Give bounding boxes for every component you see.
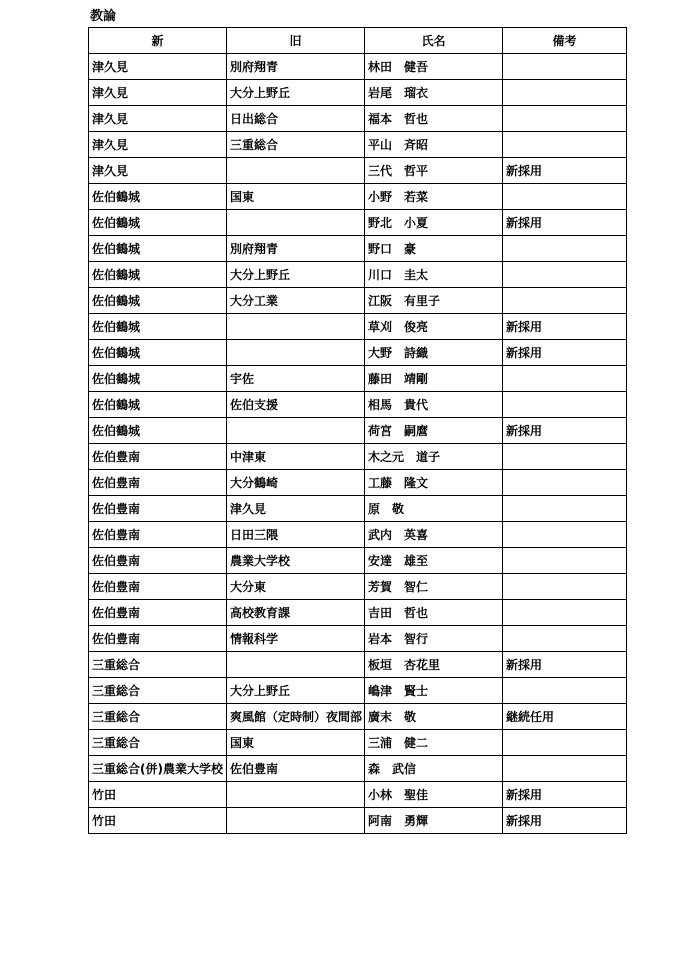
cell-old: 大分東 [227, 574, 365, 600]
cell-remarks [503, 548, 627, 574]
column-header-remarks: 備考 [503, 28, 627, 54]
cell-new: 三重総合 [89, 678, 227, 704]
cell-name: 小林 聖佳 [365, 782, 503, 808]
cell-remarks: 新採用 [503, 210, 627, 236]
cell-name: 林田 健吾 [365, 54, 503, 80]
cell-old: 別府翔青 [227, 54, 365, 80]
cell-remarks [503, 496, 627, 522]
cell-new: 佐伯豊南 [89, 522, 227, 548]
cell-new: 三重総合 [89, 704, 227, 730]
cell-old: 情報科学 [227, 626, 365, 652]
cell-new: 佐伯鶴城 [89, 184, 227, 210]
cell-remarks [503, 574, 627, 600]
cell-remarks: 新採用 [503, 808, 627, 834]
table-row [89, 548, 627, 574]
cell-remarks [503, 756, 627, 782]
cell-old: 高校教育課 [227, 600, 365, 626]
column-header-name: 氏名 [365, 28, 503, 54]
cell-new: 津久見 [89, 132, 227, 158]
cell-remarks: 新採用 [503, 652, 627, 678]
table-row [89, 80, 627, 106]
cell-remarks [503, 730, 627, 756]
table-row [89, 288, 627, 314]
cell-old: 農業大学校 [227, 548, 365, 574]
table-row [89, 574, 627, 600]
table-body [89, 54, 627, 834]
cell-new: 佐伯豊南 [89, 574, 227, 600]
table-row [89, 444, 627, 470]
cell-name: 野北 小夏 [365, 210, 503, 236]
table-row [89, 782, 627, 808]
cell-remarks [503, 626, 627, 652]
table-row [89, 522, 627, 548]
table-row [89, 470, 627, 496]
cell-old: 大分上野丘 [227, 678, 365, 704]
cell-name: 小野 若菜 [365, 184, 503, 210]
cell-name: 板垣 杏花里 [365, 652, 503, 678]
cell-old: 大分工業 [227, 288, 365, 314]
cell-old: 爽風館（定時制）夜間部 [227, 704, 365, 730]
table-row [89, 314, 627, 340]
cell-old: 中津東 [227, 444, 365, 470]
cell-name: 武内 英喜 [365, 522, 503, 548]
cell-name: 嶋津 賢士 [365, 678, 503, 704]
cell-remarks [503, 132, 627, 158]
personnel-table [88, 27, 627, 834]
table-row [89, 106, 627, 132]
cell-name: 阿南 勇輝 [365, 808, 503, 834]
table-row [89, 210, 627, 236]
table-row [89, 704, 627, 730]
cell-name: 野口 豪 [365, 236, 503, 262]
table-row [89, 158, 627, 184]
cell-name: 芳賀 智仁 [365, 574, 503, 600]
cell-old: 国東 [227, 730, 365, 756]
cell-old: 佐伯支援 [227, 392, 365, 418]
cell-remarks [503, 80, 627, 106]
table-row [89, 366, 627, 392]
cell-new: 佐伯鶴城 [89, 418, 227, 444]
cell-new: 佐伯鶴城 [89, 314, 227, 340]
cell-old: 日出総合 [227, 106, 365, 132]
cell-old [227, 808, 365, 834]
table-row [89, 340, 627, 366]
cell-new: 佐伯鶴城 [89, 262, 227, 288]
header-row [89, 28, 627, 54]
cell-new: 佐伯豊南 [89, 444, 227, 470]
cell-remarks [503, 678, 627, 704]
cell-remarks: 新採用 [503, 782, 627, 808]
cell-old: 佐伯豊南 [227, 756, 365, 782]
cell-old [227, 210, 365, 236]
table-row [89, 262, 627, 288]
cell-name: 岩尾 瑠衣 [365, 80, 503, 106]
cell-name: 福本 哲也 [365, 106, 503, 132]
cell-old [227, 418, 365, 444]
cell-name: 藤田 靖剛 [365, 366, 503, 392]
cell-remarks [503, 184, 627, 210]
cell-new: 佐伯豊南 [89, 600, 227, 626]
cell-name: 大野 詩織 [365, 340, 503, 366]
cell-new: 佐伯豊南 [89, 496, 227, 522]
cell-new: 津久見 [89, 158, 227, 184]
cell-new: 津久見 [89, 106, 227, 132]
cell-remarks: 継続任用 [503, 704, 627, 730]
table-row [89, 756, 627, 782]
cell-name: 森 武信 [365, 756, 503, 782]
column-header-new: 新 [89, 28, 227, 54]
page-title: 教論 [90, 9, 117, 24]
table-row [89, 54, 627, 80]
cell-name: 三浦 健二 [365, 730, 503, 756]
table-row [89, 496, 627, 522]
cell-new: 佐伯鶴城 [89, 210, 227, 236]
cell-name: 平山 斉昭 [365, 132, 503, 158]
table-row [89, 808, 627, 834]
cell-new: 佐伯鶴城 [89, 288, 227, 314]
cell-new: 三重総合(併)農業大学校 [89, 756, 227, 782]
table-row [89, 392, 627, 418]
cell-new: 佐伯豊南 [89, 470, 227, 496]
cell-remarks [503, 54, 627, 80]
cell-remarks [503, 522, 627, 548]
cell-remarks [503, 392, 627, 418]
cell-old: 宇佐 [227, 366, 365, 392]
cell-name: 原 敬 [365, 496, 503, 522]
table-row [89, 652, 627, 678]
cell-old: 津久見 [227, 496, 365, 522]
cell-name: 岩本 智行 [365, 626, 503, 652]
cell-old [227, 782, 365, 808]
cell-name: 荷宮 嗣麿 [365, 418, 503, 444]
cell-new: 佐伯豊南 [89, 626, 227, 652]
cell-name: 安達 雄至 [365, 548, 503, 574]
cell-remarks: 新採用 [503, 418, 627, 444]
cell-remarks: 新採用 [503, 314, 627, 340]
column-header-old: 旧 [227, 28, 365, 54]
cell-old: 大分上野丘 [227, 262, 365, 288]
table-row [89, 678, 627, 704]
cell-remarks [503, 106, 627, 132]
table-row [89, 600, 627, 626]
cell-new: 津久見 [89, 54, 227, 80]
cell-new: 佐伯鶴城 [89, 392, 227, 418]
table-row [89, 132, 627, 158]
cell-name: 江阪 有里子 [365, 288, 503, 314]
cell-remarks [503, 262, 627, 288]
cell-name: 吉田 哲也 [365, 600, 503, 626]
cell-old [227, 314, 365, 340]
cell-old: 三重総合 [227, 132, 365, 158]
cell-name: 三代 哲平 [365, 158, 503, 184]
table-row [89, 418, 627, 444]
table-row [89, 730, 627, 756]
cell-remarks [503, 236, 627, 262]
cell-new: 佐伯鶴城 [89, 340, 227, 366]
cell-remarks: 新採用 [503, 158, 627, 184]
table-row [89, 184, 627, 210]
cell-name: 工藤 隆文 [365, 470, 503, 496]
cell-remarks [503, 600, 627, 626]
cell-new: 佐伯鶴城 [89, 366, 227, 392]
cell-remarks [503, 366, 627, 392]
cell-old: 別府翔青 [227, 236, 365, 262]
cell-remarks [503, 444, 627, 470]
cell-old [227, 158, 365, 184]
cell-old: 日田三隈 [227, 522, 365, 548]
cell-remarks: 新採用 [503, 340, 627, 366]
cell-name: 草刈 俊亮 [365, 314, 503, 340]
cell-new: 佐伯豊南 [89, 548, 227, 574]
cell-old: 大分鶴崎 [227, 470, 365, 496]
cell-name: 川口 圭太 [365, 262, 503, 288]
cell-name: 廣末 敬 [365, 704, 503, 730]
cell-old: 大分上野丘 [227, 80, 365, 106]
cell-old: 国東 [227, 184, 365, 210]
cell-remarks [503, 470, 627, 496]
cell-new: 佐伯鶴城 [89, 236, 227, 262]
cell-old [227, 652, 365, 678]
cell-new: 三重総合 [89, 652, 227, 678]
cell-remarks [503, 288, 627, 314]
cell-new: 津久見 [89, 80, 227, 106]
cell-new: 三重総合 [89, 730, 227, 756]
cell-new: 竹田 [89, 782, 227, 808]
table-row [89, 626, 627, 652]
cell-name: 木之元 道子 [365, 444, 503, 470]
cell-name: 相馬 貴代 [365, 392, 503, 418]
table-row [89, 236, 627, 262]
cell-old [227, 340, 365, 366]
cell-new: 竹田 [89, 808, 227, 834]
